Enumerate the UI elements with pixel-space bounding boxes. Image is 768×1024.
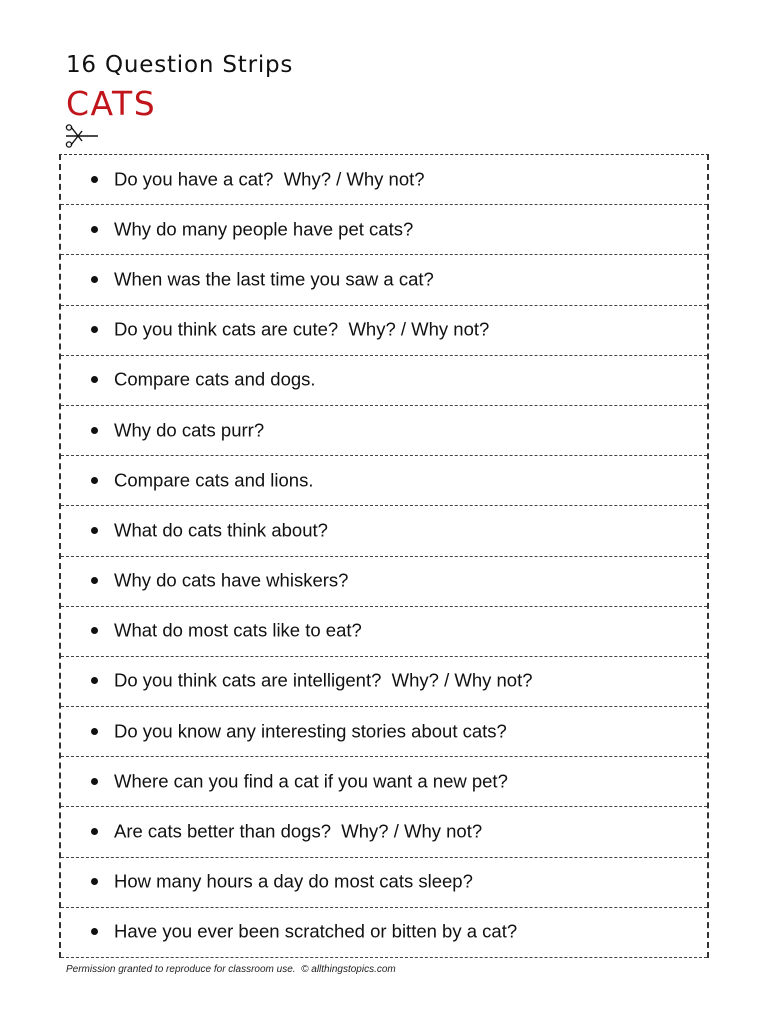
- page-subtitle: 16 Question Strips: [66, 52, 294, 78]
- question-text: Why do cats have whiskers?: [114, 569, 349, 591]
- bullet-icon: [91, 828, 98, 835]
- bullet-icon: [91, 677, 98, 684]
- question-strip: [61, 155, 707, 205]
- bullet-icon: [91, 778, 98, 785]
- bullet-icon: [91, 226, 98, 233]
- bullet-icon: [91, 376, 98, 383]
- question-strip: [61, 205, 707, 255]
- bullet-icon: [91, 627, 98, 634]
- question-text: Have you ever been scratched or bitten by a cat?: [114, 920, 518, 942]
- question-text: Do you have a cat? Why? / Why not?: [114, 168, 425, 190]
- question-strip: [61, 858, 707, 908]
- copyright-footer: Permission granted to reproduce for classroom use. © allthingstopics.com: [66, 964, 396, 975]
- question-text: Why do many people have pet cats?: [114, 218, 414, 240]
- scissors-icon: [62, 124, 100, 148]
- bullet-icon: [91, 728, 98, 735]
- question-text: Do you know any interesting stories about cats?: [114, 720, 507, 742]
- bullet-icon: [91, 577, 98, 584]
- question-strip: [61, 557, 707, 607]
- question-text: What do most cats like to eat?: [114, 619, 362, 641]
- question-text: What do cats think about?: [114, 519, 328, 541]
- question-strip: [61, 908, 707, 958]
- question-strip: [61, 306, 707, 356]
- question-text: Compare cats and lions.: [114, 469, 314, 491]
- question-text: Why do cats purr?: [114, 419, 265, 441]
- question-strip-list: [59, 154, 709, 958]
- question-strip: [61, 807, 707, 857]
- bullet-icon: [91, 326, 98, 333]
- question-strip: [61, 255, 707, 305]
- question-strip: [61, 406, 707, 456]
- question-strip: [61, 707, 707, 757]
- bullet-icon: [91, 276, 98, 283]
- question-strip: [61, 757, 707, 807]
- bullet-icon: [91, 427, 98, 434]
- question-text: Do you think cats are cute? Why? / Why not?: [114, 318, 490, 340]
- question-text: How many hours a day do most cats sleep?: [114, 870, 473, 892]
- question-strip: [61, 356, 707, 406]
- question-text: Compare cats and dogs.: [114, 368, 316, 390]
- bullet-icon: [91, 477, 98, 484]
- question-strip: [61, 607, 707, 657]
- question-strip: [61, 506, 707, 556]
- question-strip: [61, 657, 707, 707]
- bullet-icon: [91, 878, 98, 885]
- question-text: Do you think cats are intelligent? Why? / Why not?: [114, 670, 533, 692]
- page-title: CATS: [66, 84, 157, 123]
- bullet-icon: [91, 527, 98, 534]
- question-text: When was the last time you saw a cat?: [114, 268, 434, 290]
- question-text: Are cats better than dogs? Why? / Why not?: [114, 820, 483, 842]
- question-text: Where can you find a cat if you want a new pet?: [114, 770, 508, 792]
- question-strip: [61, 456, 707, 506]
- bullet-icon: [91, 176, 98, 183]
- bullet-icon: [91, 928, 98, 935]
